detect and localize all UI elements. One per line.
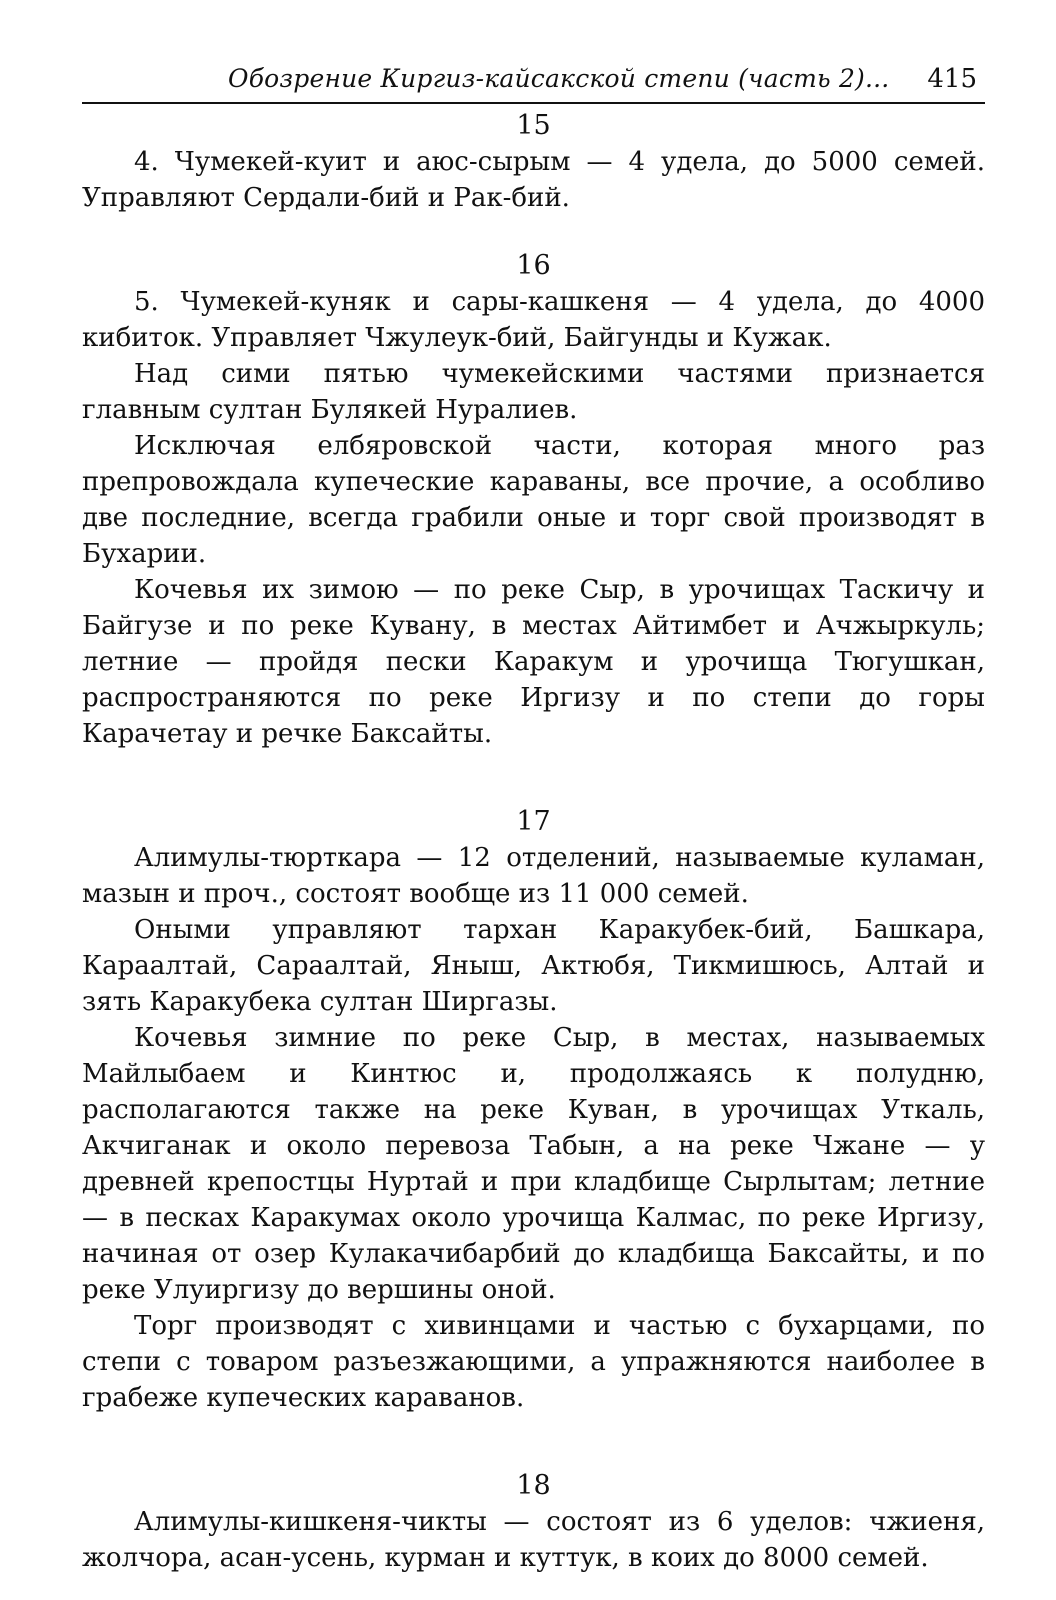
paragraph: 4. Чумекей-куит и аюс-сырым — 4 удела, до 5000 семей. Управляют Сердали-бий и Рак-бий.: [82, 147, 985, 213]
section-number: 17: [516, 806, 551, 837]
paragraph: Кочевья зимние по реке Сыр, в местах, называемых Майлыбаем и Кинтюс и, продолжаясь к полудню, располагаются также на реке Куван, в урочищах Уткаль, Акчиганак и около перевоза Табын, а на реке Чжане — у древней крепостцы Нуртай и при кладбище Сырлытам; летние — в песках Каракумах около урочища Калмас, по реке Иргизу, начиная от озер Кулакачибарбий до кладбища Баксайты, и по реке Улуиргизу до вершины оной.: [82, 1023, 985, 1305]
paragraph: Над сими пятью чумекейскими частями признается главным султан Булякей Нуралиев.: [82, 359, 985, 425]
page-body: [82, 108, 985, 1576]
paragraph: Торг производят с хивинцами и частью с бухарцами, по степи с товаром разъезжающими, а упражняются наиболее в грабеже купеческих караванов.: [82, 1311, 985, 1413]
running-header: [82, 58, 985, 104]
paragraph: Кочевья их зимою — по реке Сыр, в урочищах Таскичу и Байгузе и по реке Кувану, в местах Айтимбет и Ачжыркуль; летние — пройдя пески Каракум и урочища Тюгушкан, распространяются по реке Иргизу и по степи до горы Карачетау и речке Баксайты.: [82, 575, 985, 749]
paragraph: Алимулы-тюрткара — 12 отделений, называемые куламан, мазын и проч., состоят вообще из 11 000 семей.: [82, 843, 985, 909]
section-number: 16: [516, 250, 551, 281]
paragraph: 5. Чумекей-куняк и сары-кашкеня — 4 удела, до 4000 кибиток. Управляет Чжулеук-бий, Байгунды и Кужак.: [82, 287, 985, 353]
paragraph: Оными управляют тархан Каракубек-бий, Башкара, Караалтай, Сараалтай, Яныш, Актюбя, Тикмишюсь, Алтай и зять Каракубека султан Ширгазы.: [82, 915, 985, 1017]
section-number: 15: [516, 110, 551, 141]
section-17: [82, 804, 985, 1416]
paragraph: Исключая елбяровской части, которая много раз препровождала купеческие караваны, все прочие, а особливо две последние, всегда грабили оные и торг свой производят в Бухарии.: [82, 431, 985, 569]
running-title: Обозрение Киргиз-кайсакской степи (часть 2)...: [228, 64, 890, 93]
section-15: [82, 108, 985, 216]
paragraph: Алимулы-кишкеня-чикты — состоят из 6 уделов: чжиеня, жолчора, асан-усень, курман и куттук, в коих до 8000 семей.: [82, 1507, 985, 1573]
section-16: [82, 248, 985, 752]
section-18: [82, 1468, 985, 1576]
section-number: 18: [516, 1470, 551, 1501]
page-number: 415: [927, 64, 977, 94]
